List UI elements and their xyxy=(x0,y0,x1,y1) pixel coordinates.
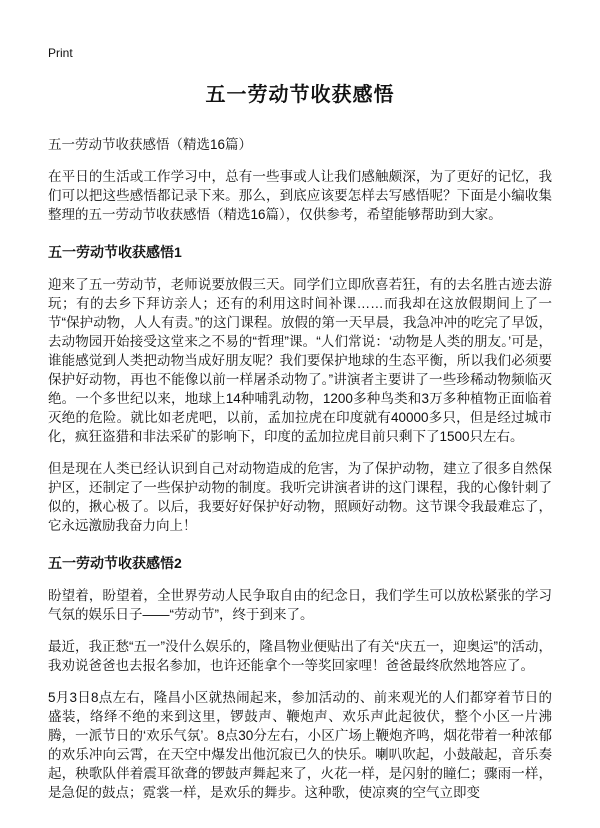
section-heading-1: 五一劳动节收获感悟1 xyxy=(48,244,182,260)
section-2-paragraph-2: 最近，我正愁“五一”没什么娱乐的，隆昌物业便贴出了有关“庆五一，迎奥运”的活动，我劝说爸爸也去报名参加，也许还能拿个一等奖回家哩！爸爸最终欣然地答应了。 xyxy=(48,639,552,673)
section-2-paragraph-1: 盼望着，盼望着，全世界劳动人民争取自由的纪念日，我们学生可以放松紧张的学习气氛的娱乐日子——“劳动节”，终于到来了。 xyxy=(48,588,552,622)
document-subtitle: 五一劳动节收获感悟（精选16篇） xyxy=(48,137,253,152)
intro-paragraph: 在平日的生活或工作学习中，总有一些事或人让我们感触颇深，为了更好的记忆，我们可以把这些感悟都记录下来。那么，到底应该要怎样去写感悟呢？下面是小编收集整理的五一劳动节收获感悟（精选16篇），仅供参考，希望能够帮助到大家。 xyxy=(48,169,552,222)
section-1-paragraph-1: 迎来了五一劳动节，老师说要放假三天。同学们立即欣喜若狂，有的去名胜古迹去游玩；有的去乡下拜访亲人；还有的利用这时间补课……而我却在这放假期间上了一节“保护动物，人人有责。”的这门课程。放假的第一天早晨，我急冲冲的吃完了早饭，去动物园开始接受这堂来之不易的“哲理”课。“人们常说：‘动物是人类的朋友。’可是，谁能感觉到人类把动物当成好朋友呢？我们要保护地球的生态平衡，所以我们必须要保护好动物，再也不能像以前一样屠杀动物了。”讲演者主要讲了一些珍稀动物频临灭绝。一个多世纪以来，地球上14种哺乳动物，1200多种鸟类和3万多种植物正面临着灭绝的危险。就比如老虎吧，以前，孟加拉虎在印度就有40000多只，但是经过城市化，疯狂盗猎和非法采矿的影响下，印度的孟加拉虎目前只剩下了1500只左右。 xyxy=(48,277,552,444)
print-link[interactable]: Print xyxy=(48,46,73,60)
section-2-paragraph-3: 5月3日8点左右，隆昌小区就热闹起来，参加活动的、前来观光的人们都穿着节日的盛装，络绎不绝的来到这里，锣鼓声、鞭炮声、欢乐声此起彼伏，整个小区一片沸腾，一派节日的‘欢乐气氛’。8点30分左右，小区广场上鞭炮齐鸣，烟花带着一种浓郁的欢乐冲向云霄，在天空中爆发出他沉寂已久的快乐。喇叭吹起，小鼓敲起，音乐奏起，秧歌队伴着震耳欲聋的锣鼓声舞起来了，火花一样，是闪射的瞳仁；骤雨一样，是急促的鼓点；霓裳一样，是欢乐的舞步。这种歌，使凉爽的空气立即变 xyxy=(48,690,552,800)
document-title: 五一劳动节收获感悟 xyxy=(205,84,395,106)
section-heading-2: 五一劳动节收获感悟2 xyxy=(48,555,182,571)
section-1-paragraph-2: 但是现在人类已经认识到自己对动物造成的危害，为了保护动物，建立了很多自然保护区，还制定了一些保护动物的制度。我听完讲演者讲的这门课程，我的心像针刺了似的，揪心极了。以后，我要好好保护好动物，照顾好动物。这节课令我最难忘了，它永远激励我奋力向上！ xyxy=(48,461,552,533)
